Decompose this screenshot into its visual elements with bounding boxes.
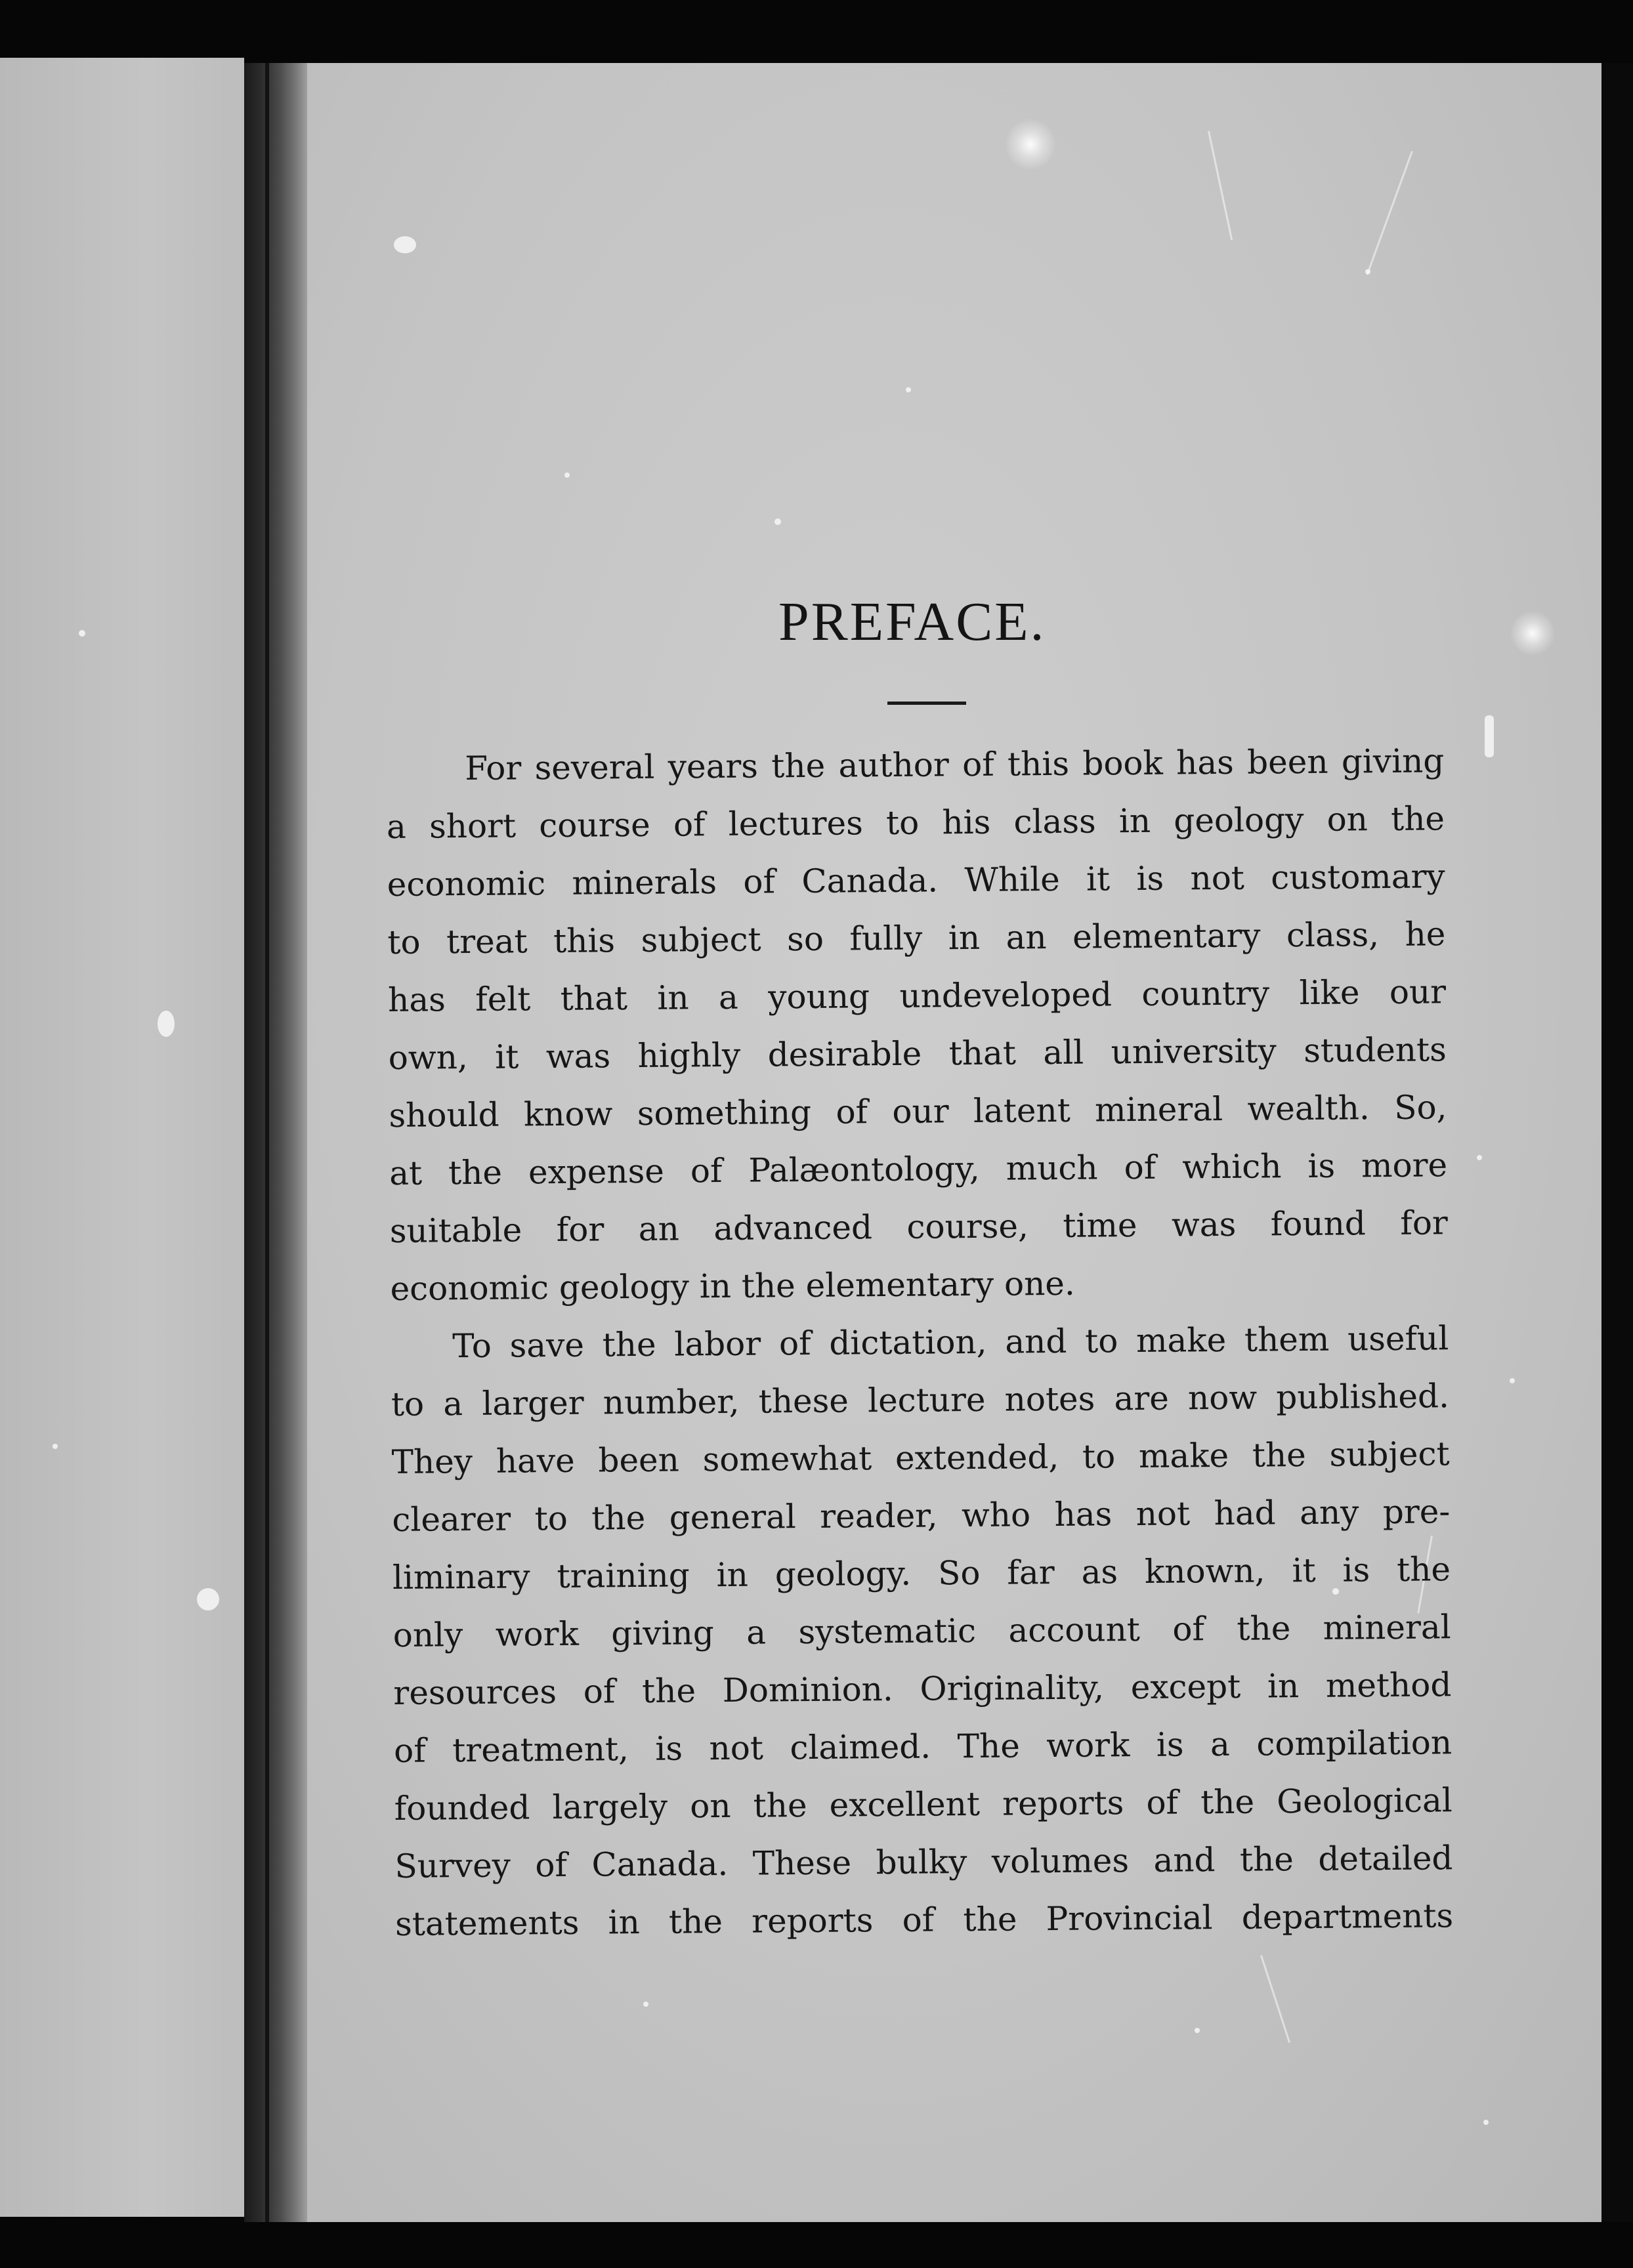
scan-speck: [1195, 2028, 1200, 2033]
preface-body: [386, 732, 1453, 1953]
text-line: only work giving a systematic account of the mineral: [392, 1608, 1451, 1654]
text-line: Survey of Canada. These bulky volumes and the detailed: [394, 1839, 1453, 1885]
scan-speck: [79, 630, 85, 637]
scan-speck: [1483, 2120, 1489, 2125]
scan-speck: [158, 1011, 175, 1037]
gutter-edge: [265, 63, 269, 2222]
text-line: To save the labor of dictation, and to make them useful: [452, 1319, 1449, 1366]
book-gutter: [244, 63, 310, 2222]
title-rule: [887, 702, 966, 705]
scan-speck: [1510, 1378, 1515, 1383]
scan-speck: [394, 236, 416, 253]
scan-speck: [1485, 715, 1494, 757]
text-line: of treatment, is not claimed. The work is a compilation: [393, 1723, 1453, 1770]
scan-speck: [774, 518, 781, 525]
page-title: PREFACE.: [778, 591, 1046, 652]
text-line: liminary training in geology. So far as known, it is the: [392, 1550, 1451, 1597]
text-line: own, it was highly desirable that all university students: [388, 1030, 1447, 1077]
text-line: resources of the Dominion. Originality, except in method: [393, 1666, 1452, 1712]
text-line: For several years the author of this book has been giving: [465, 742, 1445, 788]
scan-speck: [53, 1444, 58, 1449]
text-line: suitable for an advanced course, time was found for: [389, 1204, 1449, 1250]
text-line: should know something of our latent mineral wealth. So,: [389, 1088, 1447, 1135]
text-line: economic minerals of Canada. While it is not customary: [387, 857, 1445, 904]
text-line: founded largely on the excellent reports of the Geological: [394, 1781, 1453, 1828]
scan-glare: [1004, 118, 1057, 171]
text-line: They have been somewhat extended, to make the subject: [391, 1435, 1450, 1481]
text-line: economic geology in the elementary one.: [390, 1264, 1075, 1308]
scan-speck: [564, 472, 570, 478]
scan-speck: [643, 2002, 648, 2007]
scan-speck: [1477, 1155, 1482, 1160]
scan-speck: [197, 1588, 219, 1610]
text-line: to treat this subject so fully in an elementary class, he: [387, 915, 1446, 961]
text-line: statements in the reports of the Provincial departments: [394, 1897, 1454, 1943]
text-line: to a larger number, these lecture notes are now published.: [391, 1377, 1450, 1423]
text-line: at the expense of Palæontology, much of which is more: [389, 1146, 1448, 1192]
text-line: a short course of lectures to his class in geology on the: [386, 799, 1445, 846]
scan-speck: [906, 387, 911, 392]
scan-glare: [1510, 610, 1556, 656]
text-line: clearer to the general reader, who has not had any pre-: [392, 1492, 1451, 1539]
page-edge: [1601, 63, 1633, 2222]
facing-page: [0, 58, 244, 2217]
text-line: has felt that in a young undeveloped country like our: [387, 973, 1447, 1019]
